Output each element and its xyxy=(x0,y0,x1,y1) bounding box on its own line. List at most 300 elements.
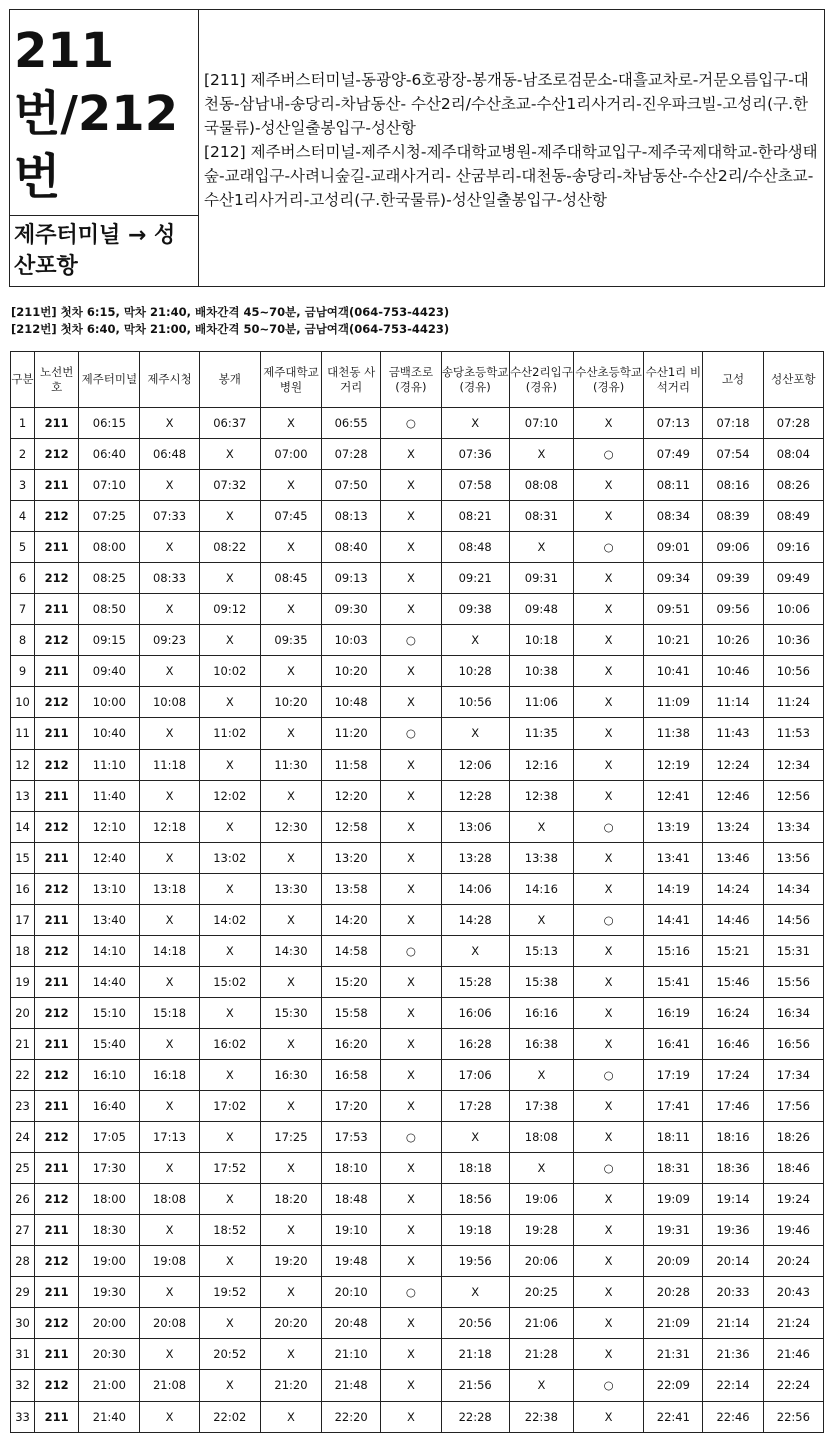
time-cell: X xyxy=(574,687,644,718)
row-index-cell: 13 xyxy=(11,780,35,811)
time-cell: 18:08 xyxy=(509,1122,573,1153)
time-cell: 09:40 xyxy=(79,656,140,687)
row-index-cell: 19 xyxy=(11,966,35,997)
route-number-title: 211번/212번 xyxy=(14,23,179,205)
time-cell: 10:40 xyxy=(79,718,140,749)
time-cell: X xyxy=(574,1184,644,1215)
time-cell: X xyxy=(381,1091,441,1122)
time-cell: X xyxy=(381,1308,441,1339)
column-header: 금백조로 (경유) xyxy=(381,352,441,408)
time-cell: 11:30 xyxy=(260,749,321,780)
time-cell: ○ xyxy=(381,408,441,439)
route-number-cell: 212 xyxy=(35,1246,79,1277)
time-cell: X xyxy=(199,749,260,780)
time-cell: X xyxy=(509,1059,573,1090)
time-cell: 08:40 xyxy=(322,532,381,563)
time-cell: 07:10 xyxy=(509,408,573,439)
route-number-cell: 212 xyxy=(35,811,79,842)
time-cell: 18:30 xyxy=(79,1215,140,1246)
time-cell: 13:41 xyxy=(644,842,703,873)
time-cell: 16:28 xyxy=(441,1028,509,1059)
time-cell: 14:24 xyxy=(703,873,763,904)
time-cell: 20:33 xyxy=(703,1277,763,1308)
time-cell: X xyxy=(140,1401,199,1433)
time-cell: 08:26 xyxy=(763,470,823,501)
table-row xyxy=(11,594,824,625)
row-index-cell: 9 xyxy=(11,656,35,687)
time-cell: 14:28 xyxy=(441,904,509,935)
time-cell: 10:03 xyxy=(322,625,381,656)
time-cell: X xyxy=(381,563,441,594)
time-cell: 08:13 xyxy=(322,501,381,532)
time-cell: X xyxy=(381,780,441,811)
time-cell: 17:06 xyxy=(441,1059,509,1090)
route-description: [211] 제주버스터미널-동광양-6호광장-봉개동-남조로검문소-대흘교차로-거문오름입구-대천동-삼남내-송당리-차남동산- 수산2리/수산초교-수산1리사거리-진우파크빌-고성리(구.한국물류)-성산일출봉입구-성산항 [212] 제주버스터미널-제주시청-제주대학교병원-제주대학교입구-제주국제대학교-한라생태숲-교래입구-사려니숲길-교래사거리- 산굼부리-대천동-송당리-차남동산-수산2리/수산초교-수산1리사거리-고성리(구.한국물류)-성산일출봉입구-성산항 xyxy=(204,71,818,209)
time-cell: X xyxy=(199,1246,260,1277)
title-divider xyxy=(10,215,198,216)
time-cell: 13:40 xyxy=(79,904,140,935)
time-cell: X xyxy=(140,408,199,439)
row-index-cell: 26 xyxy=(11,1184,35,1215)
table-row xyxy=(11,997,824,1028)
time-cell: 17:38 xyxy=(509,1091,573,1122)
time-cell: 08:49 xyxy=(763,501,823,532)
row-index-cell: 30 xyxy=(11,1308,35,1339)
row-index-cell: 1 xyxy=(11,408,35,439)
table-row xyxy=(11,1059,824,1090)
time-cell: 15:30 xyxy=(260,997,321,1028)
row-index-cell: 16 xyxy=(11,873,35,904)
row-index-cell: 12 xyxy=(11,749,35,780)
time-cell: 19:09 xyxy=(644,1184,703,1215)
time-cell: 19:36 xyxy=(703,1215,763,1246)
time-cell: 09:31 xyxy=(509,563,573,594)
time-cell: ○ xyxy=(381,935,441,966)
route-number-cell: 211 xyxy=(35,656,79,687)
time-cell: ○ xyxy=(381,625,441,656)
time-cell: X xyxy=(574,501,644,532)
time-cell: 12:16 xyxy=(509,749,573,780)
time-cell: 09:48 xyxy=(509,594,573,625)
time-cell: ○ xyxy=(574,1153,644,1184)
route-number-cell: 212 xyxy=(35,1184,79,1215)
time-cell: 08:21 xyxy=(441,501,509,532)
time-cell: 20:08 xyxy=(140,1308,199,1339)
direction-label: 제주터미널 → 성산포항 xyxy=(14,223,176,279)
time-cell: X xyxy=(381,904,441,935)
time-cell: 17:20 xyxy=(322,1091,381,1122)
time-cell: 15:40 xyxy=(79,1028,140,1059)
time-cell: 09:21 xyxy=(441,563,509,594)
time-cell: 10:00 xyxy=(79,687,140,718)
time-cell: X xyxy=(574,563,644,594)
time-cell: X xyxy=(199,811,260,842)
time-cell: 22:14 xyxy=(703,1370,763,1401)
time-cell: 19:24 xyxy=(763,1184,823,1215)
table-row xyxy=(11,1153,824,1184)
time-cell: 10:28 xyxy=(441,656,509,687)
time-cell: X xyxy=(574,594,644,625)
time-cell: 19:18 xyxy=(441,1215,509,1246)
time-cell: X xyxy=(260,780,321,811)
row-index-cell: 8 xyxy=(11,625,35,656)
time-cell: 16:24 xyxy=(703,997,763,1028)
time-cell: X xyxy=(260,1215,321,1246)
time-cell: 19:14 xyxy=(703,1184,763,1215)
row-index-cell: 24 xyxy=(11,1122,35,1153)
row-index-cell: 33 xyxy=(11,1401,35,1433)
time-cell: X xyxy=(574,1246,644,1277)
route-number-cell: 211 xyxy=(35,1091,79,1122)
time-cell: 20:25 xyxy=(509,1277,573,1308)
time-cell: 13:30 xyxy=(260,873,321,904)
time-cell: X xyxy=(381,873,441,904)
time-cell: X xyxy=(381,594,441,625)
time-cell: 21:18 xyxy=(441,1339,509,1370)
time-cell: 16:20 xyxy=(322,1028,381,1059)
time-cell: 12:41 xyxy=(644,780,703,811)
time-cell: 11:18 xyxy=(140,749,199,780)
time-cell: X xyxy=(140,1215,199,1246)
time-cell: 19:28 xyxy=(509,1215,573,1246)
time-cell: 20:00 xyxy=(79,1308,140,1339)
time-cell: 18:36 xyxy=(703,1153,763,1184)
time-cell: X xyxy=(381,966,441,997)
table-row xyxy=(11,563,824,594)
time-cell: 20:06 xyxy=(509,1246,573,1277)
route-number-cell: 212 xyxy=(35,997,79,1028)
time-cell: X xyxy=(199,625,260,656)
time-cell: 17:24 xyxy=(703,1059,763,1090)
time-cell: 18:11 xyxy=(644,1122,703,1153)
time-cell: 13:06 xyxy=(441,811,509,842)
service-info-212: [212번] 첫차 6:40, 막차 21:00, 배차간격 50~70분, 금남여객(064-753-4423) xyxy=(11,322,450,336)
table-row xyxy=(11,1308,824,1339)
time-cell: 07:00 xyxy=(260,439,321,470)
table-row xyxy=(11,749,824,780)
table-row xyxy=(11,532,824,563)
time-cell: 12:34 xyxy=(763,749,823,780)
time-cell: X xyxy=(199,1308,260,1339)
time-cell: 15:16 xyxy=(644,935,703,966)
time-cell: 12:24 xyxy=(703,749,763,780)
route-number-cell: 211 xyxy=(35,1401,79,1433)
time-cell: 18:20 xyxy=(260,1184,321,1215)
time-cell: X xyxy=(574,408,644,439)
time-cell: 21:48 xyxy=(322,1370,381,1401)
time-cell: 16:18 xyxy=(140,1059,199,1090)
route-number-cell: 211 xyxy=(35,718,79,749)
time-cell: 07:10 xyxy=(79,470,140,501)
time-cell: X xyxy=(260,1091,321,1122)
time-cell: 10:18 xyxy=(509,625,573,656)
time-cell: 17:13 xyxy=(140,1122,199,1153)
time-cell: 11:10 xyxy=(79,749,140,780)
time-cell: 20:09 xyxy=(644,1246,703,1277)
time-cell: 22:24 xyxy=(763,1370,823,1401)
time-cell: 19:10 xyxy=(322,1215,381,1246)
time-cell: 19:31 xyxy=(644,1215,703,1246)
time-cell: 14:58 xyxy=(322,935,381,966)
time-cell: X xyxy=(441,935,509,966)
time-cell: X xyxy=(199,687,260,718)
time-cell: 08:31 xyxy=(509,501,573,532)
time-cell: X xyxy=(140,1028,199,1059)
timetable-body xyxy=(11,408,824,1433)
time-cell: X xyxy=(260,966,321,997)
time-cell: 15:56 xyxy=(763,966,823,997)
table-row xyxy=(11,1122,824,1153)
time-cell: X xyxy=(574,997,644,1028)
time-cell: 16:40 xyxy=(79,1091,140,1122)
time-cell: 12:56 xyxy=(763,780,823,811)
time-cell: 09:35 xyxy=(260,625,321,656)
time-cell: 15:10 xyxy=(79,997,140,1028)
time-cell: X xyxy=(140,532,199,563)
time-cell: 16:46 xyxy=(703,1028,763,1059)
time-cell: X xyxy=(441,408,509,439)
time-cell: X xyxy=(199,1059,260,1090)
time-cell: 17:19 xyxy=(644,1059,703,1090)
time-cell: X xyxy=(199,873,260,904)
time-cell: 22:56 xyxy=(763,1401,823,1433)
time-cell: 11:09 xyxy=(644,687,703,718)
row-index-cell: 11 xyxy=(11,718,35,749)
time-cell: 15:13 xyxy=(509,935,573,966)
time-cell: 19:30 xyxy=(79,1277,140,1308)
time-cell: 12:28 xyxy=(441,780,509,811)
time-cell: 17:53 xyxy=(322,1122,381,1153)
time-cell: X xyxy=(260,904,321,935)
time-cell: 17:56 xyxy=(763,1091,823,1122)
column-header: 노선번호 xyxy=(35,352,79,408)
time-cell: X xyxy=(574,873,644,904)
time-cell: X xyxy=(509,904,573,935)
row-index-cell: 27 xyxy=(11,1215,35,1246)
time-cell: 14:06 xyxy=(441,873,509,904)
route-number-cell: 211 xyxy=(35,470,79,501)
time-cell: 11:14 xyxy=(703,687,763,718)
time-cell: 16:16 xyxy=(509,997,573,1028)
column-header: 수산1리 비석거리 xyxy=(644,352,703,408)
time-cell: ○ xyxy=(574,1370,644,1401)
time-cell: 09:49 xyxy=(763,563,823,594)
timetable xyxy=(10,351,824,1433)
time-cell: X xyxy=(381,1370,441,1401)
time-cell: 12:06 xyxy=(441,749,509,780)
time-cell: 10:02 xyxy=(199,656,260,687)
time-cell: 10:20 xyxy=(322,656,381,687)
route-number-cell: 211 xyxy=(35,1339,79,1370)
route-number-cell: 211 xyxy=(35,842,79,873)
time-cell: 10:38 xyxy=(509,656,573,687)
route-number-cell: 212 xyxy=(35,563,79,594)
row-index-cell: 25 xyxy=(11,1153,35,1184)
table-row xyxy=(11,1277,824,1308)
time-cell: 10:41 xyxy=(644,656,703,687)
time-cell: 16:06 xyxy=(441,997,509,1028)
time-cell: 15:58 xyxy=(322,997,381,1028)
time-cell: 06:40 xyxy=(79,439,140,470)
time-cell: 10:48 xyxy=(322,687,381,718)
time-cell: X xyxy=(199,1122,260,1153)
time-cell: 06:37 xyxy=(199,408,260,439)
time-cell: 06:55 xyxy=(322,408,381,439)
time-cell: X xyxy=(441,1277,509,1308)
row-index-cell: 15 xyxy=(11,842,35,873)
time-cell: 10:56 xyxy=(763,656,823,687)
time-cell: X xyxy=(381,842,441,873)
time-cell: X xyxy=(199,935,260,966)
timetable-header-row xyxy=(11,352,824,408)
column-header: 송당초등학교 (경유) xyxy=(441,352,509,408)
row-index-cell: 18 xyxy=(11,935,35,966)
time-cell: 21:31 xyxy=(644,1339,703,1370)
time-cell: 09:23 xyxy=(140,625,199,656)
time-cell: 13:58 xyxy=(322,873,381,904)
time-cell: 16:19 xyxy=(644,997,703,1028)
time-cell: X xyxy=(260,1277,321,1308)
time-cell: 09:01 xyxy=(644,532,703,563)
time-cell: 08:33 xyxy=(140,563,199,594)
time-cell: 15:38 xyxy=(509,966,573,997)
time-cell: ○ xyxy=(574,904,644,935)
time-cell: 11:58 xyxy=(322,749,381,780)
time-cell: 07:58 xyxy=(441,470,509,501)
time-cell: 17:28 xyxy=(441,1091,509,1122)
time-cell: X xyxy=(140,1277,199,1308)
route-number-cell: 212 xyxy=(35,749,79,780)
time-cell: X xyxy=(140,780,199,811)
time-cell: 21:36 xyxy=(703,1339,763,1370)
time-cell: 11:43 xyxy=(703,718,763,749)
time-cell: 14:56 xyxy=(763,904,823,935)
time-cell: 08:25 xyxy=(79,563,140,594)
table-row xyxy=(11,1028,824,1059)
time-cell: X xyxy=(381,1215,441,1246)
time-cell: X xyxy=(509,532,573,563)
time-cell: 10:08 xyxy=(140,687,199,718)
time-cell: 18:46 xyxy=(763,1153,823,1184)
row-index-cell: 20 xyxy=(11,997,35,1028)
row-index-cell: 14 xyxy=(11,811,35,842)
table-row xyxy=(11,687,824,718)
time-cell: X xyxy=(441,718,509,749)
row-index-cell: 7 xyxy=(11,594,35,625)
route-number-cell: 211 xyxy=(35,966,79,997)
time-cell: X xyxy=(140,470,199,501)
time-cell: 22:20 xyxy=(322,1401,381,1433)
time-cell: 22:28 xyxy=(441,1401,509,1433)
time-cell: 18:16 xyxy=(703,1122,763,1153)
time-cell: 20:28 xyxy=(644,1277,703,1308)
time-cell: 20:52 xyxy=(199,1339,260,1370)
time-cell: 11:53 xyxy=(763,718,823,749)
time-cell: 08:00 xyxy=(79,532,140,563)
time-cell: ○ xyxy=(381,1277,441,1308)
time-cell: 09:56 xyxy=(703,594,763,625)
column-header: 봉개 xyxy=(199,352,260,408)
time-cell: 09:06 xyxy=(703,532,763,563)
time-cell: 21:40 xyxy=(79,1401,140,1433)
time-cell: 12:30 xyxy=(260,811,321,842)
route-number-cell: 211 xyxy=(35,904,79,935)
time-cell: X xyxy=(140,656,199,687)
time-cell: 21:10 xyxy=(322,1339,381,1370)
time-cell: X xyxy=(199,563,260,594)
column-header: 수산2리입구 (경유) xyxy=(509,352,573,408)
time-cell: X xyxy=(381,687,441,718)
time-cell: X xyxy=(381,1401,441,1433)
time-cell: 09:13 xyxy=(322,563,381,594)
time-cell: X xyxy=(381,1339,441,1370)
time-cell: 09:34 xyxy=(644,563,703,594)
time-cell: 15:28 xyxy=(441,966,509,997)
time-cell: 12:46 xyxy=(703,780,763,811)
time-cell: 18:00 xyxy=(79,1184,140,1215)
time-cell: X xyxy=(381,1246,441,1277)
time-cell: 16:30 xyxy=(260,1059,321,1090)
time-cell: ○ xyxy=(574,811,644,842)
time-cell: X xyxy=(260,1401,321,1433)
time-cell: 21:00 xyxy=(79,1370,140,1401)
time-cell: 16:41 xyxy=(644,1028,703,1059)
route-number-cell: 211 xyxy=(35,780,79,811)
time-cell: X xyxy=(140,904,199,935)
time-cell: 18:10 xyxy=(322,1153,381,1184)
time-cell: X xyxy=(574,656,644,687)
time-cell: 09:51 xyxy=(644,594,703,625)
time-cell: 07:50 xyxy=(322,470,381,501)
time-cell: 21:09 xyxy=(644,1308,703,1339)
time-cell: ○ xyxy=(381,718,441,749)
time-cell: 16:34 xyxy=(763,997,823,1028)
row-index-cell: 5 xyxy=(11,532,35,563)
time-cell: 10:20 xyxy=(260,687,321,718)
time-cell: 14:02 xyxy=(199,904,260,935)
time-cell: 10:46 xyxy=(703,656,763,687)
time-cell: 17:05 xyxy=(79,1122,140,1153)
time-cell: 21:20 xyxy=(260,1370,321,1401)
table-row xyxy=(11,1215,824,1246)
time-cell: X xyxy=(260,408,321,439)
table-row xyxy=(11,935,824,966)
time-cell: ○ xyxy=(574,439,644,470)
time-cell: X xyxy=(574,1339,644,1370)
time-cell: 08:48 xyxy=(441,532,509,563)
table-row xyxy=(11,656,824,687)
column-header: 제주시청 xyxy=(140,352,199,408)
time-cell: 11:40 xyxy=(79,780,140,811)
time-cell: 21:08 xyxy=(140,1370,199,1401)
column-header: 성산포항 xyxy=(763,352,823,408)
row-index-cell: 6 xyxy=(11,563,35,594)
time-cell: X xyxy=(140,842,199,873)
service-info-211: [211번] 첫차 6:15, 막차 21:40, 배차간격 45~70분, 금남여객(064-753-4423) xyxy=(11,305,450,319)
time-cell: X xyxy=(574,1028,644,1059)
time-cell: X xyxy=(381,997,441,1028)
time-cell: 21:56 xyxy=(441,1370,509,1401)
row-index-cell: 4 xyxy=(11,501,35,532)
time-cell: 15:46 xyxy=(703,966,763,997)
time-cell: 07:28 xyxy=(322,439,381,470)
time-cell: 15:21 xyxy=(703,935,763,966)
time-cell: 11:35 xyxy=(509,718,573,749)
time-cell: 14:20 xyxy=(322,904,381,935)
table-row xyxy=(11,718,824,749)
time-cell: 18:52 xyxy=(199,1215,260,1246)
time-cell: 19:46 xyxy=(763,1215,823,1246)
